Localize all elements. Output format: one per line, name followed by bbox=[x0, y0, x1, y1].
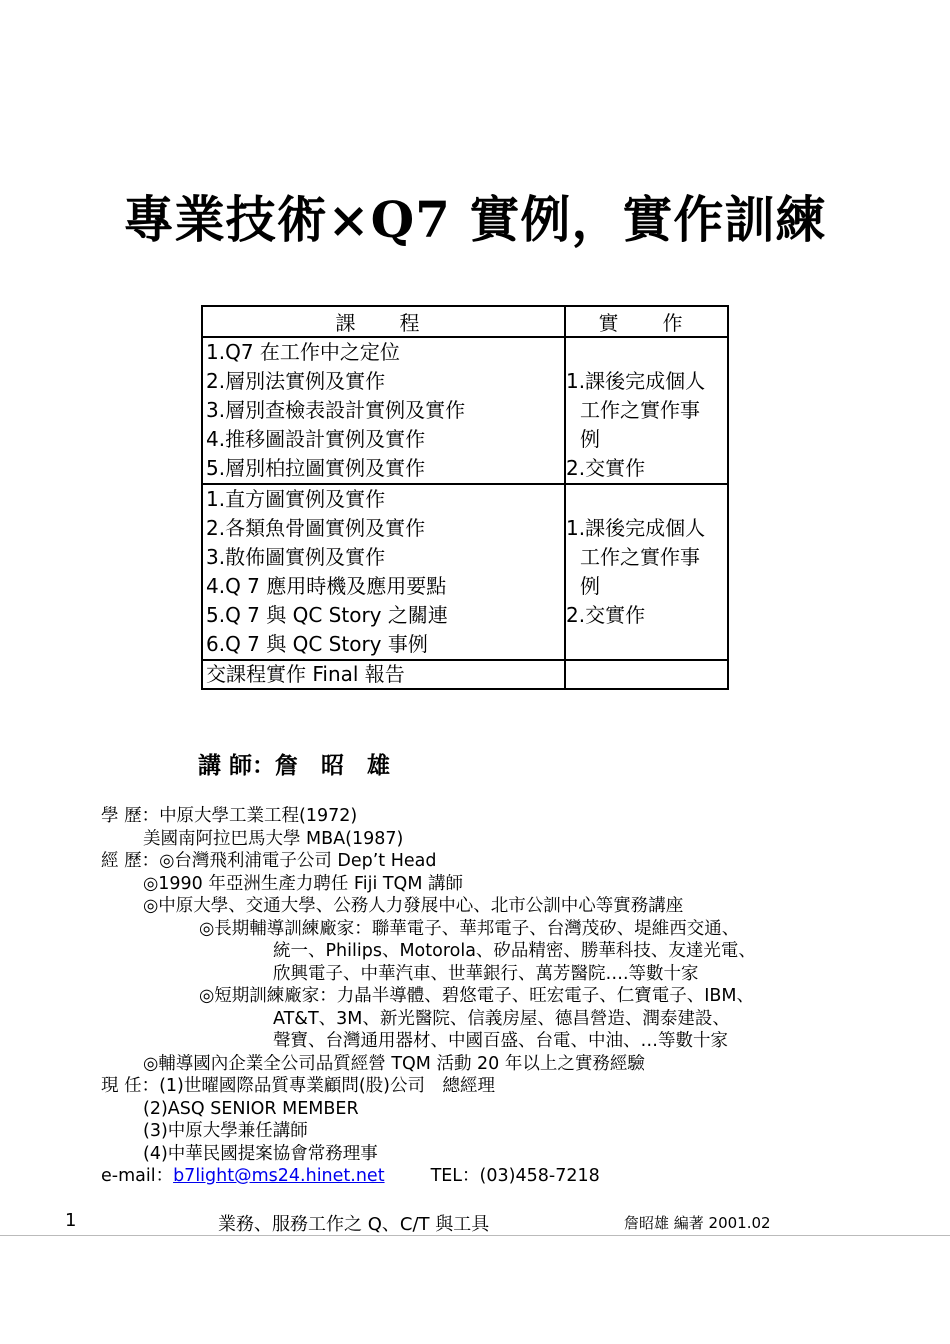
footer-title: 業務、服務工作之 Q、C/T 與工具 bbox=[218, 1214, 490, 1235]
header-practice: 實 作 bbox=[565, 306, 728, 337]
header-course: 課 程 bbox=[202, 306, 565, 337]
lesson-list-1 bbox=[202, 337, 565, 484]
list-item: 4.推移圖設計實例及實作 bbox=[206, 427, 426, 451]
page-title: 專業技術×Q7 實例，實作訓練 bbox=[123, 190, 827, 249]
practice-item: 例 bbox=[579, 427, 600, 451]
bio-line: (4)中華民國提案協會常務理事 bbox=[143, 1143, 378, 1164]
practice-item: 2.交實作 bbox=[565, 603, 646, 627]
practice-item: 例 bbox=[579, 574, 600, 598]
list-item: 6.Q 7 與 QC Story 事例 bbox=[206, 632, 428, 656]
list-item: 3.層別查檢表設計實例及實作 bbox=[206, 398, 466, 422]
list-item: 1.Q7 在工作中之定位 bbox=[206, 340, 400, 364]
tel-text: TEL：(03)458-7218 bbox=[430, 1166, 600, 1186]
email-label: e-mail： bbox=[101, 1166, 174, 1186]
contact-line bbox=[101, 1165, 756, 1188]
table-header-row bbox=[202, 306, 728, 337]
bio-line: ◎短期訓練廠家：力晶半導體、碧悠電子、旺宏電子、仁寶電子、IBM、 bbox=[199, 986, 755, 1006]
bio-line: 現 任：(1)世曜國際品質專業顧問(股)公司 總經理 bbox=[101, 1076, 496, 1096]
practice-item: 工作之實作事 bbox=[579, 398, 700, 422]
list-item: 2.各類魚骨圖實例及實作 bbox=[206, 516, 426, 540]
bio-line: 聲寶、台灣通用器材、中國百盛、台電、中油、…等數十家 bbox=[273, 1031, 728, 1051]
list-item: 5.Q 7 與 QC Story 之關連 bbox=[206, 603, 448, 627]
table-row bbox=[202, 484, 728, 660]
bio-line: 美國南阿拉巴馬大學 MBA(1987) bbox=[143, 828, 404, 849]
bio-line: AT&T、3M、新光醫院、信義房屋、德昌營造、潤泰建設、 bbox=[273, 1008, 730, 1029]
list-item: 2.層別法實例及實作 bbox=[206, 369, 386, 393]
bio-line: (3)中原大學兼任講師 bbox=[143, 1121, 308, 1141]
footer-author: 詹昭雄 編著 2001.02 bbox=[624, 1214, 771, 1232]
bio-line: 學 歷：中原大學工業工程(1972) bbox=[101, 806, 358, 826]
lesson-list-2 bbox=[202, 484, 565, 660]
practice-cell-2 bbox=[565, 484, 728, 660]
practice-cell-1 bbox=[565, 337, 728, 484]
practice-item: 1.課後完成個人 bbox=[565, 369, 706, 393]
practice-item: 2.交實作 bbox=[565, 456, 646, 480]
bio-line: ◎中原大學、交通大學、公務人力發展中心、北市公訓中心等實務講座 bbox=[143, 896, 684, 916]
list-item: 1.直方圖實例及實作 bbox=[206, 487, 386, 511]
bio-line: ◎輔導國內企業全公司品質經營 TQM 活動 20 年以上之實務經驗 bbox=[143, 1053, 645, 1074]
page-footer bbox=[0, 1210, 950, 1236]
table-row bbox=[202, 337, 728, 484]
list-item: 4.Q 7 應用時機及應用要點 bbox=[206, 574, 447, 598]
list-item: 5.層別柏拉圖實例及實作 bbox=[206, 456, 426, 480]
bio-line: (2)ASQ SENIOR MEMBER bbox=[143, 1098, 359, 1119]
practice-item: 工作之實作事 bbox=[579, 545, 700, 569]
instructor-bio bbox=[101, 805, 756, 1188]
practice-item: 1.課後完成個人 bbox=[565, 516, 706, 540]
bio-line: 欣興電子、中華汽車、世華銀行、萬芳醫院….等數十家 bbox=[273, 963, 699, 984]
bio-line: ◎長期輔導訓練廠家：聯華電子、華邦電子、台灣茂矽、堤維西交通、 bbox=[199, 918, 740, 939]
footer-divider bbox=[0, 1235, 950, 1236]
email-link[interactable]: b7light@ms24.hinet.net bbox=[173, 1166, 385, 1186]
bio-line: ◎1990 年亞洲生產力聘任 Fiji TQM 講師 bbox=[143, 873, 463, 894]
bio-line: 經 歷：◎台灣飛利浦電子公司 Dep’t Head bbox=[101, 851, 437, 871]
instructor-name: 講 師：詹 昭 雄 bbox=[198, 752, 391, 779]
page-number: 1 bbox=[65, 1210, 77, 1231]
table-row-final bbox=[202, 660, 728, 689]
course-table bbox=[201, 305, 729, 690]
bio-line: 統一、Philips、Motorola、矽品精密、勝華科技、友達光電、 bbox=[273, 941, 756, 961]
final-empty-cell bbox=[565, 660, 728, 689]
list-item: 3.散佈圖實例及實作 bbox=[206, 545, 386, 569]
final-report-cell bbox=[202, 660, 565, 689]
final-report-label: 交課程實作 Final 報告 bbox=[206, 662, 405, 686]
